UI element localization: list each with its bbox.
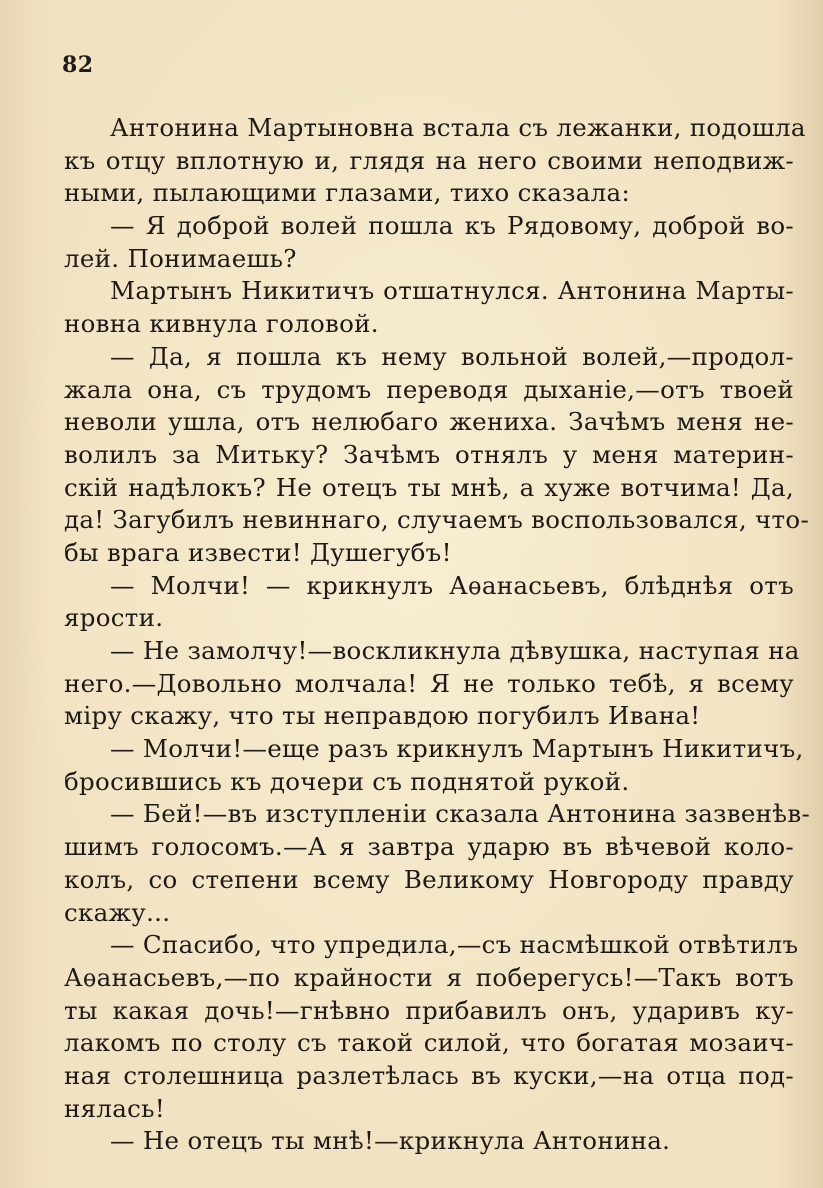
text-line: ярости.: [64, 603, 164, 633]
text-line: — Не отецъ ты мнѣ!—крикнула Антонина.: [110, 1126, 671, 1156]
page-number: 82: [62, 52, 94, 78]
text-line: неволи ушла, отъ нелюбаго жениха. Зачѣмъ меня не-: [64, 407, 794, 437]
text-line: Мартынъ Никитичъ отшатнулся. Антонина Марты-: [110, 276, 794, 306]
text-line: колъ, со степени всему Великому Новгороду правду: [64, 864, 794, 894]
text-line: — Спасибо, что упредила,—съ насмѣшкой отвѣтилъ: [110, 930, 799, 960]
text-line: — Да, я пошла къ нему вольной волей,—продол-: [110, 341, 794, 371]
text-line: Антонина Мартыновна встала съ лежанки, подошла: [110, 113, 806, 142]
text-line: лей. Понимаешь?: [64, 243, 297, 273]
text-line: волилъ за Митьку? Зачѣмъ отнялъ у меня материн-: [64, 439, 794, 469]
text-line: — Я доброй волей пошла къ Рядовому, доброй во-: [110, 211, 794, 241]
text-line: — Не замолчу!—воскликнула дѣвушка, наступая на: [110, 636, 800, 665]
text-line: нялась!: [64, 1093, 165, 1123]
text-line: скій надѣлокъ? Не отецъ ты мнѣ, а хуже вотчима! Да,: [64, 472, 794, 502]
text-line: міру скажу, что ты неправдою погубилъ Ивана!: [64, 701, 701, 731]
text-line: новна кивнула головой.: [64, 309, 379, 339]
text-line: лакомъ по столу съ такой силой, что богатая мозаич-: [64, 1028, 794, 1058]
text-line: къ отцу вплотную и, глядя на него своими неподвиж-: [64, 145, 794, 175]
text-line: — Бей!—въ изступленіи сказала Антонина зазвенѣв-: [110, 799, 811, 829]
text-line: шимъ голосомъ.—А я завтра ударю въ вѣчевой коло-: [64, 832, 794, 862]
text-line: ная столешница разлетѣлась въ куски,—на отца под-: [64, 1060, 794, 1090]
page-text: [64, 112, 811, 1158]
text-line: — Молчи!—еще разъ крикнулъ Мартынъ Никитичъ,: [110, 734, 804, 764]
text-line: да! Загубилъ невиннаго, случаемъ воспользовался, что-: [64, 505, 810, 535]
text-line: бросившись къ дочери съ поднятой рукой.: [64, 766, 630, 796]
text-line: ными, пылающими глазами, тихо сказала:: [64, 178, 631, 208]
text-line: Аѳанасьевъ,—по крайности я поберегусь!—Такъ вотъ: [64, 962, 794, 992]
text-line: него.—Довольно молчала! Я не только тебѣ, я всему: [64, 668, 794, 698]
text-line: скажу...: [64, 897, 171, 927]
text-line: ты какая дочь!—гнѣвно прибавилъ онъ, ударивъ ку-: [64, 995, 794, 1025]
text-line: — Молчи! — крикнулъ Аѳанасьевъ, блѣднѣя отъ: [110, 570, 794, 600]
text-line: жала она, съ трудомъ переводя дыханіе,—отъ твоей: [64, 374, 794, 404]
text-line: бы врага извести! Душегубъ!: [64, 537, 452, 567]
